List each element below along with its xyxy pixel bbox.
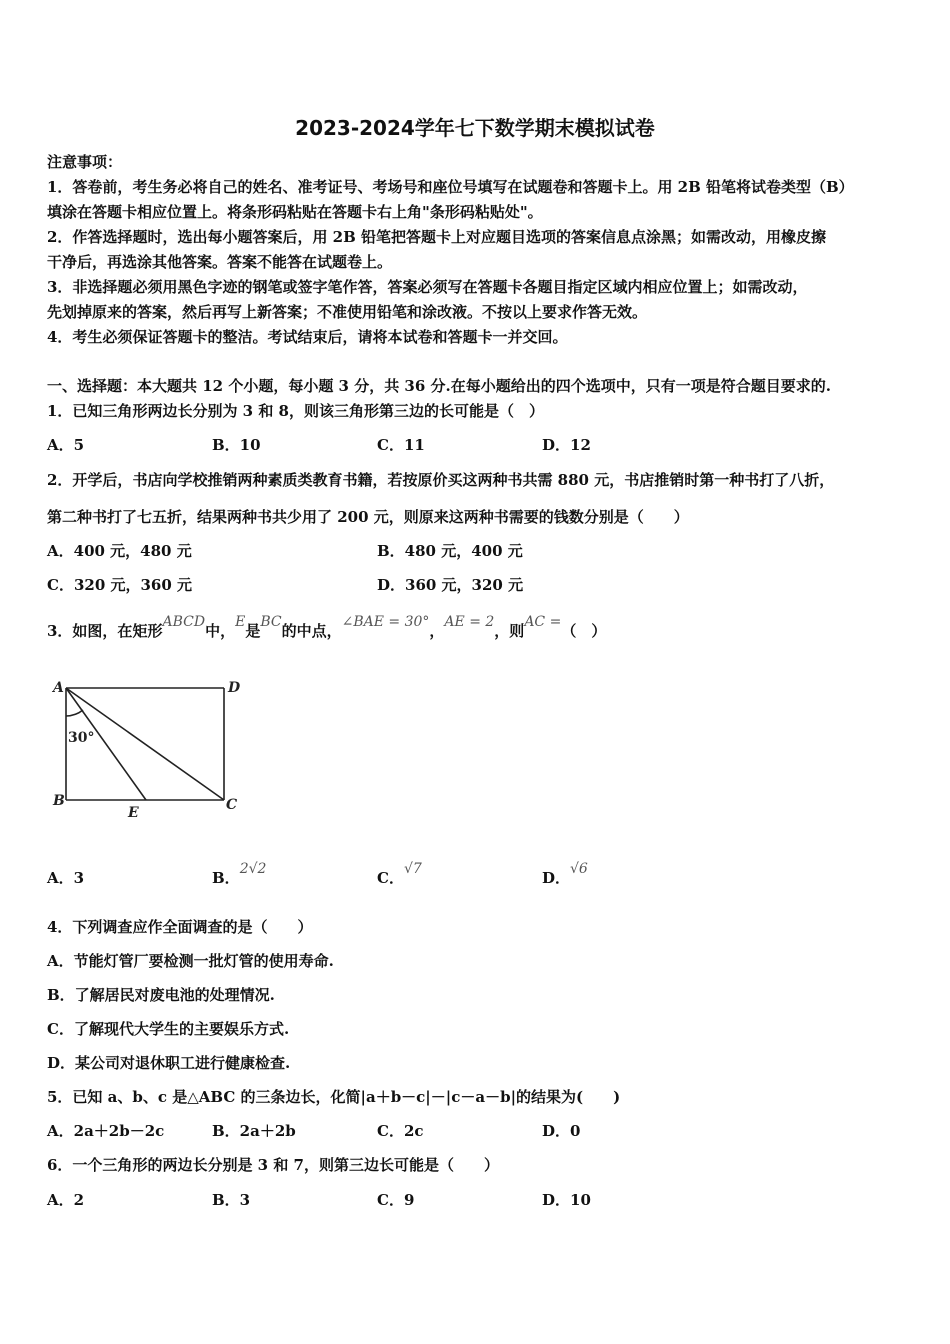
q3-text: 是: [245, 622, 261, 640]
question-2-stem-line1: 2．开学后，书店向学校推销两种素质类教育书籍，若按原价买这两种书共需 880 元，书店推销时第一种书打了八折，: [47, 471, 835, 489]
q6-option-a: A．2: [47, 1191, 85, 1209]
q6-option-b: B．3: [212, 1191, 251, 1209]
question-3-stem: [47, 614, 607, 642]
q3-option-d: [542, 861, 588, 889]
notice-heading: 注意事项：: [47, 153, 123, 171]
q1-option-b: B．10: [212, 436, 261, 454]
q3-math: ABCD: [162, 614, 206, 630]
q4-option-a: A．节能灯管厂要检测一批灯管的使用寿命.: [47, 952, 334, 970]
q2-option-b: B．480 元，400 元: [377, 542, 523, 560]
q2-option-d: D．360 元，320 元: [377, 576, 524, 594]
q4-option-d: D．某公司对退休职工进行健康检查.: [47, 1054, 291, 1072]
option-value: 2√2: [239, 861, 267, 877]
option-letter: C．: [377, 869, 404, 887]
q2-option-a: A．400 元，480 元: [47, 542, 192, 560]
option-value: 3: [73, 869, 85, 887]
q3-math: BC: [260, 614, 282, 630]
q5-option-d: D．0: [542, 1122, 581, 1140]
option-letter: B．: [212, 869, 240, 887]
notice-line: 干净后，再选涂其他答案。答案不能答在试题卷上。: [47, 253, 393, 271]
option-value: √7: [403, 861, 422, 877]
notice-line: 1．答卷前，考生务必将自己的姓名、准考证号、考场号和座位号填写在试题卷和答题卡上。用 2B 铅笔将试卷类型（B）: [47, 178, 854, 196]
q3-text: 的中点，: [281, 622, 342, 640]
vertex-label-d: D: [228, 680, 241, 696]
vertex-label-b: B: [53, 793, 65, 809]
notice-line: 填涂在答题卡相应位置上。将条形码粘贴在答题卡右上角"条形码粘贴处"。: [47, 203, 543, 221]
rectangle-figure: [48, 672, 248, 822]
q6-option-c: C．9: [377, 1191, 415, 1209]
q4-option-b: B．了解居民对废电池的处理情况.: [47, 986, 275, 1004]
notice-line: 4．考生必须保证答题卡的整洁。考试结束后，请将本试卷和答题卡一并交回。: [47, 328, 568, 346]
question-6-stem: 6．一个三角形的两边长分别是 3 和 7，则第三边长可能是（ ）: [47, 1156, 499, 1174]
vertex-label-c: C: [226, 797, 238, 813]
q3-text: ，: [429, 622, 445, 640]
question-2-stem-line2: 第二种书打了七五折，结果两种书共少用了 200 元，则原来这两种书需要的钱数分别是（ ）: [47, 508, 689, 526]
q3-text: 中，: [205, 622, 236, 640]
vertex-label-a: A: [53, 680, 64, 696]
q1-option-a: A．5: [47, 436, 85, 454]
q3-option-b: [212, 861, 267, 889]
angle-arc: [66, 710, 83, 716]
q1-option-c: C．11: [377, 436, 425, 454]
q3-math: ∠BAE = 30°: [341, 614, 430, 630]
vertex-label-e: E: [128, 805, 139, 821]
option-letter: A．: [47, 869, 74, 887]
option-value: √6: [570, 861, 588, 877]
question-1-stem: 1．已知三角形两边长分别为 3 和 8，则该三角形第三边的长可能是（ ）: [47, 402, 544, 420]
q1-option-d: D．12: [542, 436, 591, 454]
notice-line: 2．作答选择题时，选出每小题答案后，用 2B 铅笔把答题卡上对应题目选项的答案信息点涂黑；如需改动，用橡皮擦: [47, 228, 827, 246]
section-heading: 一、选择题：本大题共 12 个小题，每小题 3 分，共 36 分.在每小题给出的四个选项中，只有一项是符合题目要求的.: [47, 377, 831, 395]
q6-option-d: D．10: [542, 1191, 591, 1209]
page-title: 2023-2024学年七下数学期末模拟试卷: [295, 116, 655, 140]
q3-text: 3．如图，在矩形: [47, 622, 163, 640]
q3-text: ，则: [494, 622, 525, 640]
q3-math: AE = 2: [444, 614, 495, 630]
q3-option-a: [47, 868, 84, 888]
question-5-stem: 5．已知 a、b、c 是△ABC 的三条边长，化简|a＋b－c|－|c－a－b|的结果为( ): [47, 1088, 621, 1106]
notice-line: 3．非选择题必须用黑色字迹的钢笔或签字笔作答，答案必须写在答题卡各题目指定区域内相应位置上；如需改动，: [47, 278, 808, 296]
option-letter: D．: [542, 869, 571, 887]
q5-option-b: B．2a＋2b: [212, 1122, 296, 1140]
q3-option-c: [377, 861, 422, 889]
q4-option-c: C．了解现代大学生的主要娱乐方式.: [47, 1020, 290, 1038]
angle-label: 30°: [68, 730, 95, 746]
question-4-stem: 4．下列调查应作全面调查的是（ ）: [47, 918, 313, 936]
q3-text: （ ）: [561, 622, 607, 640]
q2-option-c: C．320 元，360 元: [47, 576, 193, 594]
q5-option-c: C．2c: [377, 1122, 424, 1140]
notice-line: 先划掉原来的答案，然后再写上新答案；不准使用铅笔和涂改液。不按以上要求作答无效。: [47, 303, 648, 321]
q3-math: E: [235, 614, 246, 630]
q3-math: AC =: [524, 614, 562, 630]
q5-option-a: A．2a＋2b－2c: [47, 1122, 165, 1140]
